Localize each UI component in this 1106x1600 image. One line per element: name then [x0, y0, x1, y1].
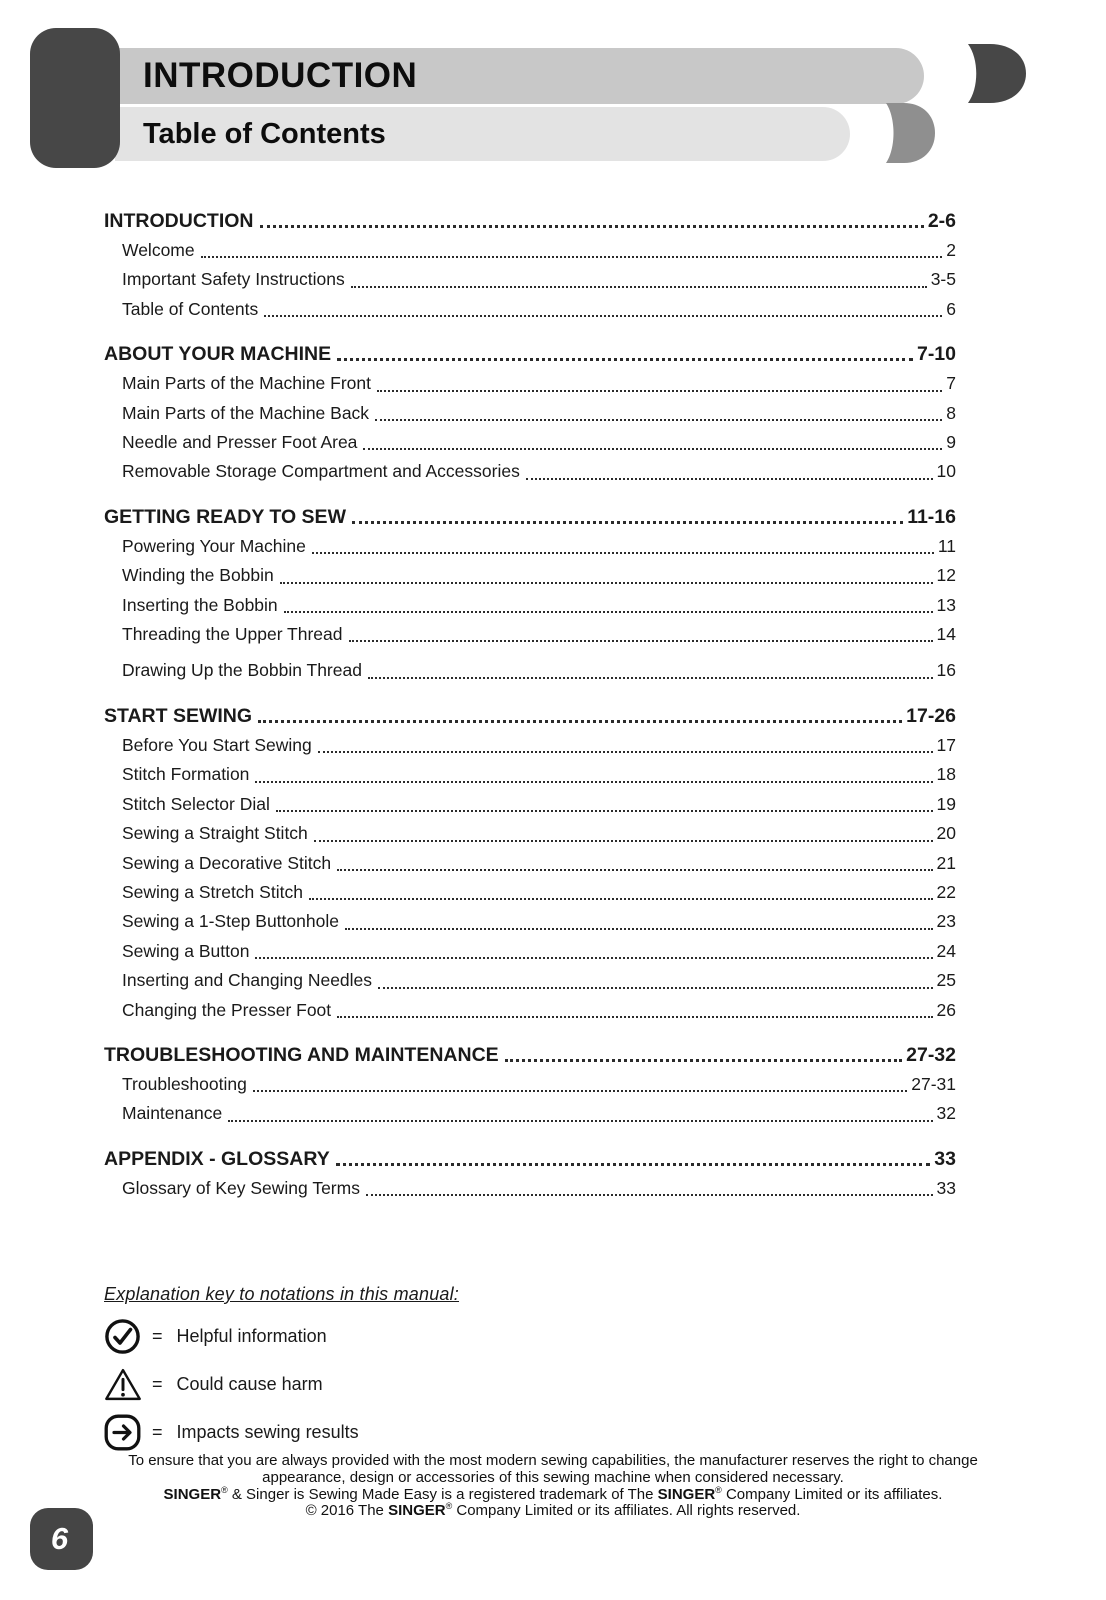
toc-item-label: Inserting the Bobbin: [122, 594, 278, 615]
legend: [104, 1284, 624, 1461]
toc-item-page: 13: [936, 594, 956, 615]
dot-leader: [375, 419, 942, 421]
toc-section-pages: 7-10: [916, 343, 956, 366]
toc-section-pages: 27-32: [906, 1043, 956, 1066]
toc-section: [104, 206, 956, 324]
toc-item-label: Changing the Presser Foot: [122, 999, 332, 1020]
toc-section-title: START SEWING: [104, 704, 253, 727]
toc-section-pages: 2-6: [927, 210, 956, 232]
toc-section-pages: 33: [934, 1147, 956, 1170]
toc-item-label: Stitch Formation: [122, 764, 250, 785]
toc-item-label: Powering Your Machine: [122, 535, 306, 556]
dot-leader: [276, 810, 933, 812]
toc-item-label: Inserting and Changing Needles: [122, 970, 373, 991]
toc-item: [104, 265, 956, 294]
equals-sign: =: [152, 1325, 163, 1346]
toc-section: [104, 339, 956, 487]
toc-item-page: 19: [936, 793, 956, 814]
toc-item-label: Glossary of Key Sewing Terms: [122, 1177, 360, 1198]
toc-section-title: GETTING READY TO SEW: [104, 505, 346, 528]
dot-leader: [352, 521, 903, 524]
toc-item: [104, 532, 956, 561]
toc-item-page: 32: [936, 1103, 956, 1124]
toc-item-label: Table of Contents: [122, 298, 259, 319]
toc-item-page: 8: [946, 402, 956, 423]
decorative-crescent-gray-icon: [884, 103, 935, 163]
dot-leader: [505, 1059, 902, 1062]
dot-leader: [255, 781, 932, 783]
table-of-contents: [104, 206, 956, 1203]
toc-item-page: 33: [936, 1177, 956, 1198]
footer-note-line2: appearance, design or accessories of this sewing machine when considered necessary.: [262, 1468, 844, 1486]
decorative-crescent-dark-icon: [966, 44, 1026, 103]
toc-section-items: [104, 1070, 956, 1129]
footer-copyright-line: © 2016 The SINGER® Company Limited or its affiliates. All rights reserved.: [305, 1501, 801, 1520]
dot-leader: [351, 286, 927, 288]
page-title: INTRODUCTION: [143, 56, 418, 95]
toc-section-title: ABOUT YOUR MACHINE: [104, 343, 332, 366]
dot-leader: [318, 751, 933, 753]
equals-sign: =: [152, 1421, 163, 1442]
legend-item: [104, 1413, 624, 1451]
dot-leader: [526, 478, 933, 480]
toc-section-pages: 17-26: [906, 704, 956, 727]
toc-section-items: [104, 731, 956, 1025]
toc-item-page: 21: [936, 852, 956, 873]
footer-notes: [50, 1453, 1056, 1520]
dot-leader: [253, 1090, 907, 1092]
toc-item-label: Sewing a Stretch Stitch: [122, 881, 303, 902]
legend-item-label: Helpful information: [176, 1325, 327, 1346]
equals-sign: =: [152, 1373, 163, 1394]
toc-item-label: Stitch Selector Dial: [122, 793, 270, 814]
dot-leader: [366, 1194, 933, 1196]
toc-item-page: 2: [946, 240, 956, 260]
toc-item: [104, 591, 956, 620]
dot-leader: [349, 640, 933, 642]
toc-item: [104, 428, 956, 457]
dot-leader: [264, 315, 942, 317]
dot-leader: [284, 611, 933, 613]
toc-section-title: TROUBLESHOOTING AND MAINTENANCE: [104, 1043, 499, 1066]
toc-item-label: Troubleshooting: [122, 1073, 247, 1094]
toc-section-items: [104, 1174, 956, 1203]
toc-item-page: 24: [936, 940, 956, 961]
dot-leader: [337, 358, 913, 361]
toc-item-label: Main Parts of the Machine Back: [122, 402, 370, 423]
legend-item-label: Impacts sewing results: [176, 1421, 359, 1442]
toc-item-label: Maintenance: [122, 1103, 223, 1124]
toc-item: [104, 996, 956, 1025]
legend-title: Explanation key to notations in this manual:: [104, 1284, 460, 1304]
toc-item: [104, 656, 956, 685]
toc-item-label: Needle and Presser Foot Area: [122, 432, 358, 453]
toc-item-page: 3-5: [930, 269, 956, 290]
toc-item-page: 14: [936, 624, 956, 645]
toc-item: [104, 620, 956, 649]
dot-leader: [368, 677, 933, 679]
toc-item-page: 11: [937, 535, 956, 556]
toc-section-header: [104, 1144, 956, 1174]
footer-trademark-line: SINGER® & Singer is Sewing Made Easy is a registered trademark of The SINGER® Company Limited or its affiliates.: [163, 1484, 943, 1503]
toc-item-label: Important Safety Instructions: [122, 269, 345, 290]
toc-item: [104, 790, 956, 819]
warning-triangle-icon: [104, 1366, 142, 1403]
toc-item: [104, 731, 956, 760]
toc-item: [104, 399, 956, 428]
toc-section: [104, 1040, 956, 1129]
arrow-circle-icon: [104, 1414, 142, 1451]
toc-item: [104, 236, 956, 265]
toc-item: [104, 1174, 956, 1203]
page-subtitle: Table of Contents: [143, 117, 386, 150]
toc-item-page: 18: [936, 764, 956, 785]
toc-section: [104, 701, 956, 1025]
title-banner: [115, 48, 924, 104]
toc-item-page: 9: [946, 432, 956, 453]
legend-item: [104, 1317, 624, 1355]
dot-leader: [280, 582, 933, 584]
toc-section-header: [104, 1040, 956, 1070]
toc-item-page: 12: [936, 565, 956, 586]
toc-item-page: 10: [936, 461, 956, 482]
dot-leader: [336, 1163, 931, 1166]
toc-section-items: [104, 369, 956, 487]
dot-leader: [314, 840, 933, 842]
page-number-badge: [30, 1508, 93, 1570]
toc-item-page: 23: [936, 911, 956, 932]
toc-item-label: Sewing a Decorative Stitch: [122, 852, 332, 873]
toc-item-page: 16: [936, 660, 956, 681]
toc-item-page: 20: [936, 823, 956, 844]
toc-item: [104, 295, 956, 324]
toc-section-items: [104, 236, 956, 324]
toc-item: [104, 369, 956, 398]
toc-section-header: [104, 701, 956, 731]
toc-item-label: Sewing a Straight Stitch: [122, 823, 308, 844]
toc-section-pages: 11-16: [907, 505, 956, 528]
toc-item-label: Sewing a 1-Step Buttonhole: [122, 911, 339, 932]
toc-item-page: 26: [936, 999, 956, 1020]
toc-item-page: 22: [936, 881, 956, 902]
dot-leader: [255, 957, 932, 959]
toc-section-header: [104, 502, 956, 532]
toc-item-page: 25: [936, 970, 956, 991]
toc-item-label: Threading the Upper Thread: [122, 624, 343, 645]
toc-item: [104, 561, 956, 590]
toc-item: [104, 457, 956, 486]
dot-leader: [377, 390, 942, 392]
toc-item: [104, 1099, 956, 1128]
dot-leader: [363, 448, 942, 450]
dot-leader: [345, 928, 933, 930]
toc-item-label: Sewing a Button: [122, 940, 250, 961]
toc-item-label: Winding the Bobbin: [122, 565, 274, 586]
toc-item: [104, 937, 956, 966]
dot-leader: [378, 987, 932, 989]
toc-item-page: 27-31: [911, 1073, 956, 1094]
toc-item: [104, 819, 956, 848]
toc-section-title: APPENDIX - GLOSSARY: [104, 1147, 330, 1170]
subtitle-banner: [115, 107, 850, 161]
toc-item-page: 6: [946, 298, 956, 319]
toc-section-title: INTRODUCTION: [104, 210, 254, 232]
toc-item: [104, 966, 956, 995]
toc-item-label: Drawing Up the Bobbin Thread: [122, 660, 362, 681]
toc-section: [104, 1144, 956, 1203]
toc-item: [104, 907, 956, 936]
dot-leader: [312, 552, 934, 554]
dot-leader: [337, 1016, 932, 1018]
dot-leader: [337, 869, 932, 871]
header-corner-tab: [30, 28, 120, 168]
toc-item-label: Removable Storage Compartment and Accessories: [122, 461, 520, 482]
toc-section: [104, 502, 956, 686]
toc-item: [104, 878, 956, 907]
legend-item-label: Could cause harm: [176, 1373, 323, 1394]
toc-item-page: 7: [946, 373, 956, 394]
dot-leader: [258, 720, 902, 723]
page-number: 6: [50, 1521, 69, 1556]
toc-item-label: Before You Start Sewing: [122, 734, 312, 755]
check-circle-icon: [104, 1318, 142, 1355]
toc-item-label: Welcome: [122, 240, 195, 260]
dot-leader: [228, 1120, 932, 1122]
footer-note-line1: To ensure that you are always provided with the most modern sewing capabilities, the manufacturer reserves the right to change: [128, 1452, 978, 1469]
toc-item: [104, 1070, 956, 1099]
toc-section-header: [104, 206, 956, 236]
toc-section-header: [104, 339, 956, 369]
toc-item: [104, 849, 956, 878]
toc-item: [104, 760, 956, 789]
toc-item-label: Main Parts of the Machine Front: [122, 373, 371, 394]
legend-item: [104, 1365, 624, 1403]
toc-section-items: [104, 532, 956, 686]
dot-leader: [201, 256, 943, 258]
dot-leader: [260, 225, 924, 228]
dot-leader: [309, 898, 933, 900]
toc-item-page: 17: [936, 734, 956, 755]
